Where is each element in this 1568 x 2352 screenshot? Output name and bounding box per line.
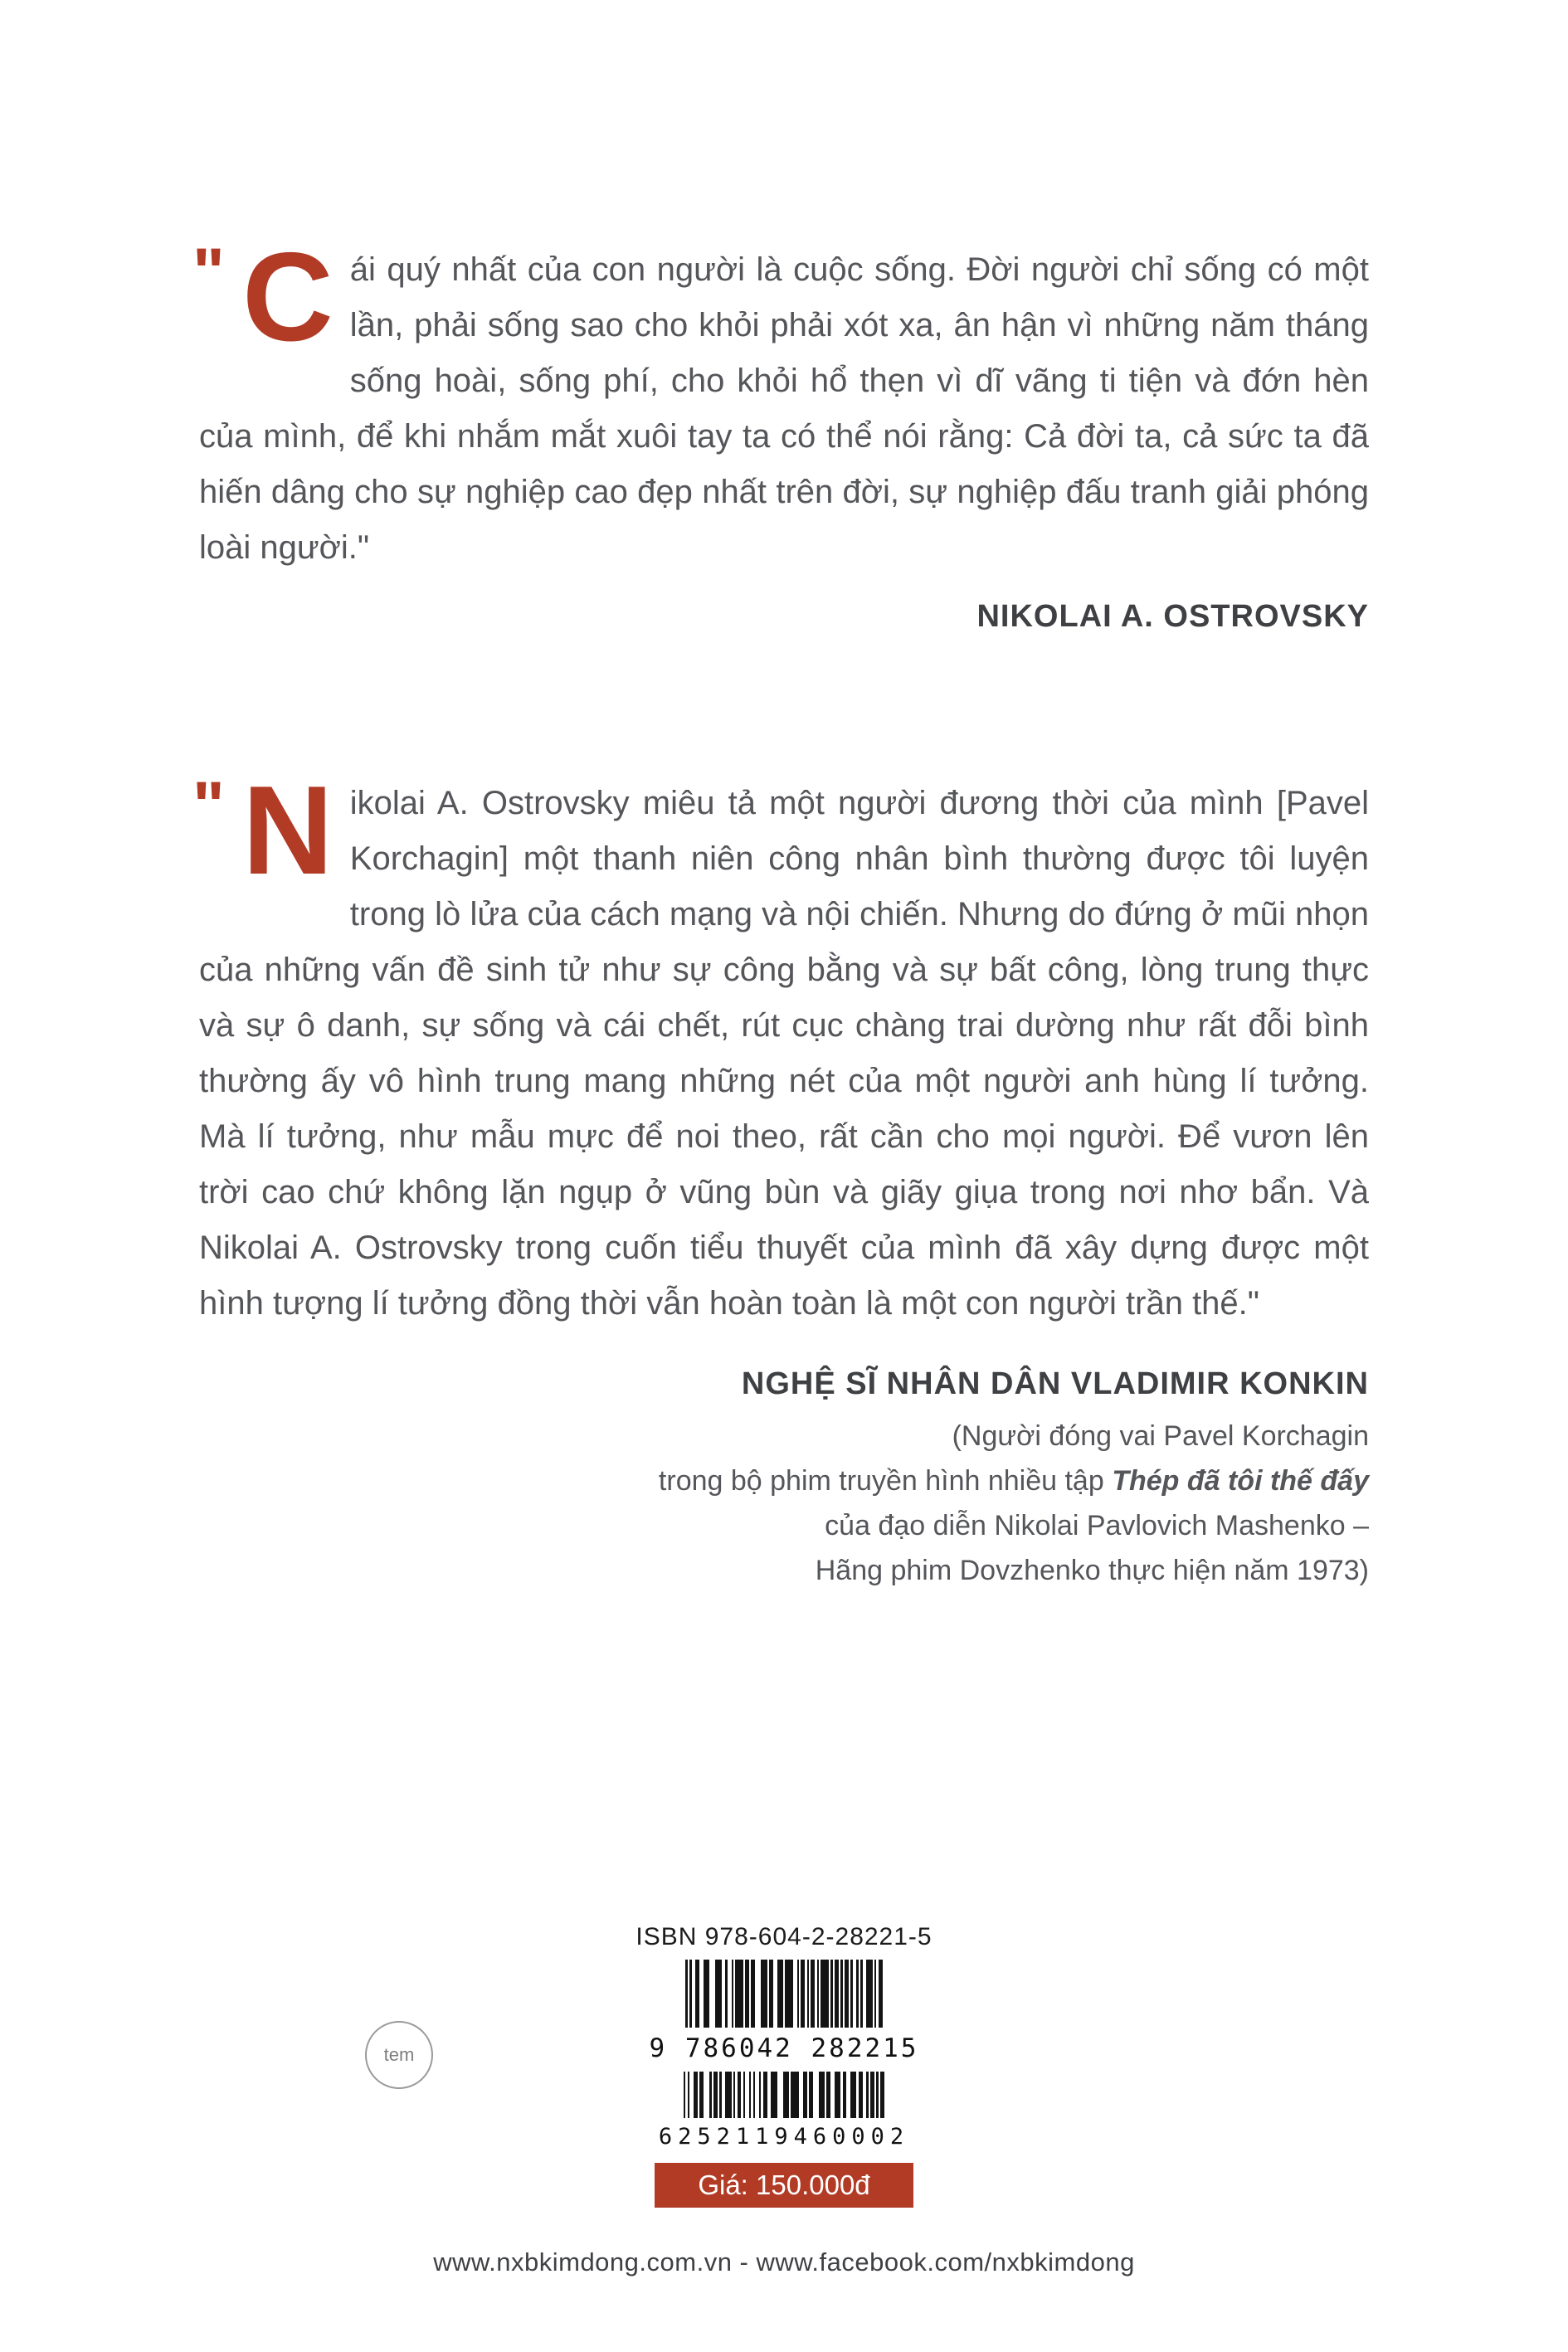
secondary-barcode-digits: 6252119460002 bbox=[658, 2124, 910, 2150]
attribution-konkin: NGHỆ SĨ NHÂN DÂN VLADIMIR KONKIN bbox=[741, 1366, 1369, 1401]
film-credits bbox=[199, 1414, 1369, 1593]
credit-line: của đạo diễn Nikolai Pavlovich Mashenko – bbox=[825, 1510, 1369, 1541]
footer-websites: www.nxbkimdong.com.vn - www.facebook.com/nxbkimdong bbox=[433, 2247, 1135, 2277]
attribution-ostrovsky: NIKOLAI A. OSTROVSKY bbox=[976, 599, 1369, 634]
credit-line-prefix: trong bộ phim truyền hình nhiều tập bbox=[658, 1465, 1113, 1497]
barcode-block bbox=[593, 1923, 975, 2208]
dropcap-c bbox=[192, 226, 334, 368]
credit-line: (Người đóng vai Pavel Korchagin bbox=[952, 1420, 1369, 1452]
quote-ostrovsky bbox=[192, 0, 1369, 576]
isbn-label: ISBN 978-604-2-28221-5 bbox=[635, 1923, 933, 1950]
open-quote-mark: " bbox=[192, 768, 220, 844]
credit-line bbox=[199, 1458, 1369, 1503]
dropcap-letter: N bbox=[242, 760, 334, 901]
ean13-barcode bbox=[685, 1960, 882, 2028]
quote-text: ái quý nhất của con người là cuộc sống. Đời người chỉ sống có một lần, phải sống sao cho khỏi phải xót xa, ân hận vì những năm tháng sống hoài, sống phí, cho khỏi hổ thẹn vì dĩ vãng ti tiện và đớn hèn của mình, để khi nhắm mắt xuôi tay ta có thể nói rằng: Cả đời ta, cả sức ta đã hiến dâng cho sự nghiệp cao đẹp nhất trên đời, sự nghiệp đấu tranh giải phóng loài người." bbox=[199, 251, 1369, 566]
dropcap-letter: C bbox=[242, 226, 334, 368]
stamp-label: tem bbox=[383, 2044, 415, 2065]
film-title: Thép đã tôi thế đấy bbox=[1112, 1465, 1369, 1497]
quote-konkin bbox=[192, 760, 1369, 1332]
ean13-digits: 9 786042 282215 bbox=[649, 2033, 919, 2063]
stamp-circle bbox=[365, 2021, 433, 2089]
secondary-barcode bbox=[684, 2072, 884, 2118]
price-badge: Giá: 150.000đ bbox=[655, 2163, 913, 2208]
open-quote-mark: " bbox=[192, 235, 220, 310]
dropcap-n bbox=[192, 760, 334, 901]
credit-line: Hãng phim Dovzhenko thực hiện năm 1973) bbox=[815, 1555, 1369, 1586]
quote-text: ikolai A. Ostrovsky miêu tả một người đương thời của mình [Pavel Korchagin] một thanh niên công nhân bình thường được tôi luyện trong lò lửa của cách mạng và nội chiến. Nhưng do đứng ở mũi nhọn của những vấn đề sinh tử như sự công bằng và sự bất công, lòng trung thực và sự ô danh, sự sống và cái chết, rút cục chàng trai dường như rất đỗi bình thường ấy vô hình trung mang những nét của một người anh hùng lí tưởng. Mà lí tưởng, như mẫu mực để noi theo, rất cần cho mọi người. Để vươn lên trời cao chứ không lặn ngụp ở vũng bùn và giãy giụa trong nơi nhơ bẩn. Và Nikolai A. Ostrovsky trong cuốn tiểu thuyết của mình đã xây dựng được một hình tượng lí tưởng đồng thời vẫn hoàn toàn là một con người trần thế." bbox=[199, 785, 1369, 1322]
